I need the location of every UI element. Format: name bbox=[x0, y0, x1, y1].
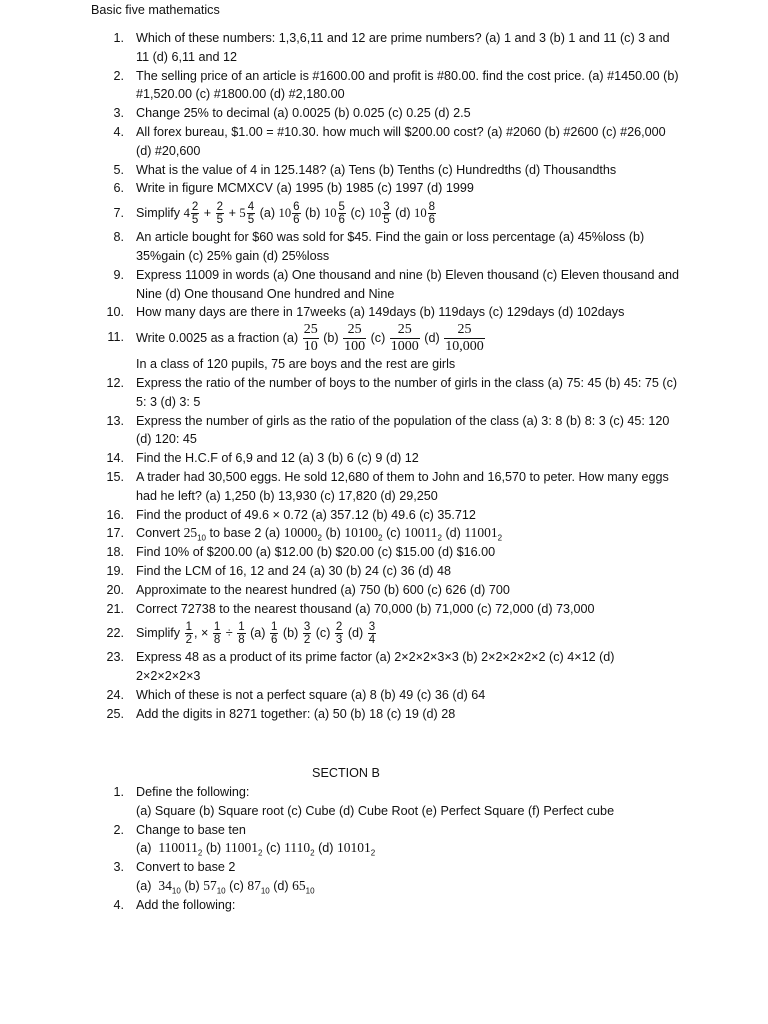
option-label: (b) bbox=[325, 526, 341, 541]
question-text: Define the following: bbox=[136, 785, 250, 799]
option-label: (d) bbox=[445, 526, 461, 541]
option-label: (b) bbox=[305, 206, 321, 221]
fraction bbox=[185, 621, 193, 646]
fraction bbox=[343, 322, 366, 355]
numerator: 8 bbox=[428, 201, 436, 214]
option-label: (c) bbox=[229, 878, 244, 893]
question-text: Express 48 as a product of its prime factor (a) 2×2×2×3×3 (b) 2×2×2×2×2 (c) 4×12 (d) 2×2×2×2×3 bbox=[136, 650, 615, 684]
question-item bbox=[0, 67, 681, 105]
operator: + bbox=[228, 206, 236, 221]
question-item bbox=[0, 506, 681, 525]
denominator: 100 bbox=[344, 339, 366, 355]
fraction bbox=[335, 621, 343, 646]
question-item bbox=[0, 686, 681, 705]
base-subscript: 10 bbox=[197, 533, 207, 543]
question-number: 12. bbox=[106, 375, 124, 390]
numerator: 2 bbox=[335, 621, 343, 634]
number-value: 34 bbox=[158, 877, 172, 893]
question-number: 25. bbox=[106, 706, 124, 721]
question-options bbox=[136, 877, 681, 896]
question-text bbox=[136, 322, 486, 355]
numerator: 2 bbox=[216, 201, 224, 214]
question-item bbox=[0, 412, 681, 450]
number-value: 110011 bbox=[158, 840, 198, 856]
question-number: 15. bbox=[106, 469, 124, 484]
prefix-text: Simplify bbox=[136, 206, 181, 221]
question-number: 20. bbox=[106, 582, 124, 597]
option-label: (b) bbox=[184, 878, 200, 893]
question-item-fractions bbox=[0, 618, 681, 648]
question-number: 13. bbox=[106, 413, 124, 428]
denominator: 10,000 bbox=[445, 339, 484, 355]
number-value: 10000 bbox=[283, 525, 318, 541]
question-text: Find the LCM of 16, 12 and 24 (a) 30 (b) 24 (c) 36 (d) 48 bbox=[136, 563, 452, 578]
option-label: (b) bbox=[282, 626, 299, 641]
whole-number: 10 bbox=[414, 206, 427, 221]
option-label: (a) bbox=[136, 841, 152, 856]
separator: , bbox=[194, 626, 198, 641]
whole-number: 10 bbox=[323, 206, 337, 221]
option-label: (d) bbox=[347, 626, 364, 641]
option-label: (a) bbox=[264, 526, 281, 541]
base-subscript: 10 bbox=[260, 886, 270, 896]
option-label: (d) bbox=[318, 841, 334, 856]
question-number: 9. bbox=[113, 267, 124, 282]
denominator: 8 bbox=[238, 634, 245, 647]
option-label: (a) bbox=[259, 206, 276, 221]
fraction bbox=[292, 201, 300, 226]
section-b-heading: SECTION B bbox=[312, 766, 380, 780]
question-number: 1. bbox=[113, 31, 124, 45]
option-label: (a) bbox=[136, 878, 152, 893]
base-subscript: 10 bbox=[305, 886, 315, 896]
question-item bbox=[0, 705, 681, 724]
denominator: 2 bbox=[185, 634, 192, 647]
question-text bbox=[136, 525, 503, 543]
question-text: Change to base ten bbox=[136, 822, 246, 837]
question-number: 21. bbox=[106, 601, 124, 616]
base-subscript: 2 bbox=[497, 533, 503, 543]
fraction bbox=[444, 322, 485, 355]
question-item bbox=[0, 374, 681, 412]
question-number: 14. bbox=[106, 451, 124, 466]
denominator: 6 bbox=[338, 214, 345, 227]
fraction bbox=[303, 621, 311, 646]
operator: × bbox=[201, 626, 209, 641]
question-text: Add the digits in 8271 together: (a) 50 (b) 18 (c) 19 (d) 28 bbox=[136, 706, 456, 721]
numerator: 5 bbox=[338, 201, 345, 214]
number-value: 10011 bbox=[404, 525, 438, 541]
question-number: 16. bbox=[106, 507, 124, 522]
base-subscript: 2 bbox=[310, 848, 315, 858]
question-number: 4. bbox=[113, 897, 124, 912]
question-item bbox=[0, 303, 681, 322]
fraction bbox=[303, 322, 319, 355]
numerator: 1 bbox=[185, 621, 192, 634]
section-b-list bbox=[0, 783, 681, 915]
base-subscript: 2 bbox=[437, 533, 442, 543]
operator: ÷ bbox=[225, 626, 233, 641]
option-label: (b) bbox=[323, 330, 339, 345]
question-number: 11. bbox=[107, 330, 124, 345]
question-number: 10. bbox=[106, 305, 124, 320]
numerator: 25 bbox=[303, 322, 318, 338]
numerator: 3 bbox=[368, 621, 376, 634]
prefix-text: Simplify bbox=[136, 626, 181, 641]
question-text: An article bought for $60 was sold for $45. Find the gain or loss percentage (a) 45%loss (b) 35%gain (c) 25% gain (d) 25%loss bbox=[136, 230, 645, 263]
question-number: 24. bbox=[106, 687, 124, 702]
question-number: 22. bbox=[106, 626, 124, 641]
option-label: (c) bbox=[370, 330, 386, 345]
base-subscript: 2 bbox=[197, 848, 203, 858]
question-item bbox=[0, 648, 681, 686]
numerator: 2 bbox=[191, 201, 199, 214]
question-text: Find the H.C.F of 6,9 and 12 (a) 3 (b) 6 (c) 9 (d) 12 bbox=[136, 451, 419, 466]
question-item bbox=[0, 449, 681, 468]
question-item bbox=[0, 123, 681, 161]
fraction bbox=[382, 201, 390, 226]
question-text: Write in figure MCMXCV (a) 1995 (b) 1985 (c) 1997 (d) 1999 bbox=[136, 181, 474, 196]
denominator: 6 bbox=[428, 214, 436, 227]
question-text: The selling price of an article is #1600.00 and profit is #80.00. find the cost price. (a) #1450.00 (b) #1,520.00 (c) #1800.00 (d) #2,180.00 bbox=[136, 68, 679, 102]
question-number: 2. bbox=[113, 822, 124, 837]
question-number: 8. bbox=[113, 230, 124, 245]
question-subtext: (a) Square (b) Square root (c) Cube (d) Cube Root (e) Perfect Square (f) Perfect cube bbox=[136, 803, 615, 818]
denominator: 10 bbox=[303, 339, 318, 355]
denominator: 8 bbox=[213, 634, 221, 647]
context-note: In a class of 120 pupils, 75 are boys and the rest are girls bbox=[136, 357, 456, 372]
document-title: Basic five mathematics bbox=[91, 3, 220, 17]
question-item bbox=[0, 468, 681, 506]
numerator: 4 bbox=[247, 201, 255, 214]
option-label: (c) bbox=[386, 526, 401, 541]
question-number: 2. bbox=[113, 68, 124, 83]
question-text: Express the ratio of the number of boys to the number of girls in the class (a) 75: 45 (b) 45: 75 (c) 5: 3 (d) 3: 5 bbox=[136, 375, 678, 409]
numerator: 1 bbox=[271, 621, 278, 634]
question-item bbox=[0, 104, 681, 123]
numerator: 25 bbox=[343, 322, 366, 339]
numerator: 1 bbox=[238, 621, 245, 634]
fraction bbox=[216, 201, 224, 226]
fraction bbox=[428, 201, 436, 226]
option-label: (d) bbox=[395, 206, 411, 221]
base-subscript: 2 bbox=[378, 533, 383, 543]
suffix-text: to base 2 bbox=[209, 526, 262, 541]
fraction bbox=[191, 201, 199, 226]
question-text: All forex bureau, $1.00 = #10.30. how much will $200.00 cost? (a) #2060 (b) #2600 (c) #26,000 (d) #20,600 bbox=[136, 124, 666, 158]
question-number: 17. bbox=[106, 526, 124, 541]
question-item bbox=[0, 266, 681, 304]
question-number: 5. bbox=[113, 162, 124, 177]
question-text: Express 11009 in words (a) One thousand and nine (b) Eleven thousand (c) Eleven thousand and Nine (d) One thousand One hundred and Nine bbox=[136, 267, 680, 301]
question-text: Which of these numbers: 1,3,6,11 and 12 are prime numbers? (a) 1 and 3 (b) 1 and 11 (c) 3 and 11 (d) 6,11 and 12 bbox=[136, 31, 670, 64]
question-number: 19. bbox=[106, 563, 124, 578]
question-item bbox=[0, 600, 681, 619]
option-label: (c) bbox=[265, 841, 281, 856]
whole-number: 10 bbox=[368, 206, 382, 221]
question-text: Convert to base 2 bbox=[136, 860, 236, 875]
option-label: (d) bbox=[273, 878, 289, 893]
numerator: 25 bbox=[444, 322, 485, 339]
fraction bbox=[338, 201, 346, 226]
question-text: Express the number of girls as the ratio of the population of the class (a) 3: 8 (b) 8: 3 (c) 45: 120 (d) 120: 45 bbox=[136, 413, 670, 447]
denominator: 6 bbox=[293, 214, 300, 227]
numerator: 6 bbox=[293, 201, 300, 214]
denominator: 3 bbox=[335, 634, 343, 647]
numerator: 3 bbox=[303, 621, 311, 634]
question-text: What is the value of 4 in 125.148? (a) Tens (b) Tenths (c) Hundredths (d) Thousandths bbox=[136, 162, 617, 177]
denominator: 5 bbox=[191, 214, 199, 227]
base-subscript: 10 bbox=[216, 886, 226, 896]
question-item-fractions bbox=[0, 322, 681, 355]
section-b-item bbox=[0, 821, 681, 859]
denominator: 5 bbox=[216, 214, 224, 227]
prefix-text: Write 0.0025 as a fraction bbox=[136, 330, 280, 345]
question-text: A trader had 30,500 eggs. He sold 12,680 of them to John and 16,570 to peter. How many eggs had he left? (a) 1,250 (b) 13,930 (c) 17,820 (d) 29,250 bbox=[136, 469, 669, 503]
fraction bbox=[368, 621, 376, 646]
prefix-text: Convert bbox=[136, 526, 181, 541]
section-b-item bbox=[0, 896, 681, 915]
option-label: (c) bbox=[315, 626, 331, 641]
question-number: 23. bbox=[106, 650, 124, 665]
base-subscript: 2 bbox=[317, 533, 322, 543]
question-number: 7. bbox=[113, 206, 124, 221]
denominator: 1000 bbox=[390, 339, 419, 355]
fraction bbox=[237, 621, 245, 646]
fraction bbox=[213, 621, 221, 646]
question-number: 4. bbox=[113, 124, 124, 139]
question-number: 6. bbox=[113, 181, 124, 196]
option-label: (a) bbox=[250, 626, 266, 641]
number-value: 10101 bbox=[337, 840, 371, 856]
question-number: 3. bbox=[113, 860, 124, 875]
number-value: 87 bbox=[247, 877, 261, 893]
fraction bbox=[270, 621, 278, 646]
question-text: Change 25% to decimal (a) 0.0025 (b) 0.025 (c) 0.25 (d) 2.5 bbox=[136, 106, 471, 121]
denominator: 2 bbox=[303, 634, 311, 647]
denominator: 4 bbox=[368, 634, 376, 647]
whole-number: 4 bbox=[183, 206, 190, 221]
question-text: How many days are there in 17weeks (a) 149days (b) 119days (c) 129days (d) 102days bbox=[136, 305, 625, 320]
question-item-fractions bbox=[0, 198, 681, 228]
question-number: 3. bbox=[113, 106, 124, 121]
base-subscript: 10 bbox=[171, 886, 181, 896]
number-value: 1110 bbox=[284, 840, 311, 856]
question-text: Correct 72738 to the nearest thousand (a) 70,000 (b) 71,000 (c) 72,000 (d) 73,000 bbox=[136, 601, 595, 616]
question-text: Which of these is not a perfect square (a) 8 (b) 49 (c) 36 (d) 64 bbox=[136, 687, 486, 702]
question-item bbox=[0, 228, 681, 266]
option-label: (d) bbox=[424, 330, 440, 345]
question-item bbox=[0, 543, 681, 562]
section-b-item bbox=[0, 783, 681, 821]
option-label: (b) bbox=[205, 841, 222, 856]
question-number: 18. bbox=[106, 545, 124, 560]
numerator: 3 bbox=[383, 201, 390, 214]
question-list bbox=[0, 29, 681, 724]
question-item bbox=[0, 161, 681, 180]
number-value: 65 bbox=[292, 877, 306, 893]
whole-number: 5 bbox=[239, 206, 246, 221]
numerator: 25 bbox=[390, 322, 420, 339]
option-label: (c) bbox=[350, 206, 366, 221]
question-text bbox=[136, 201, 437, 227]
denominator: 5 bbox=[247, 214, 255, 227]
option-label: (a) bbox=[282, 330, 299, 345]
base-subscript: 2 bbox=[258, 848, 263, 858]
operator: + bbox=[203, 206, 212, 221]
number-value: 11001 bbox=[464, 525, 498, 541]
denominator: 6 bbox=[271, 634, 278, 647]
number-value: 10100 bbox=[344, 525, 379, 541]
question-text bbox=[136, 621, 377, 647]
question-item bbox=[0, 581, 681, 600]
fraction bbox=[247, 201, 255, 226]
question-item bbox=[0, 562, 681, 581]
base-subscript: 2 bbox=[370, 848, 376, 858]
number-value: 57 bbox=[203, 877, 217, 893]
question-item bbox=[0, 179, 681, 198]
question-text: Add the following: bbox=[136, 897, 236, 912]
question-item bbox=[0, 29, 681, 67]
denominator: 5 bbox=[383, 214, 390, 227]
section-b-item bbox=[0, 858, 681, 896]
question-text: Find 10% of $200.00 (a) $12.00 (b) $20.00 (c) $15.00 (d) $16.00 bbox=[136, 545, 496, 560]
number-value: 25 bbox=[183, 525, 198, 541]
question-number: 1. bbox=[113, 785, 124, 799]
question-options bbox=[136, 839, 681, 858]
question-text: Approximate to the nearest hundred (a) 750 (b) 600 (c) 626 (d) 700 bbox=[136, 582, 510, 597]
whole-number: 10 bbox=[278, 206, 292, 221]
numerator: 1 bbox=[213, 621, 221, 634]
question-item-bases bbox=[0, 524, 681, 543]
number-value: 11001 bbox=[224, 840, 259, 856]
fraction bbox=[390, 322, 420, 355]
question-text: Find the product of 49.6 × 0.72 (a) 357.12 (b) 49.6 (c) 35.712 bbox=[136, 507, 476, 522]
